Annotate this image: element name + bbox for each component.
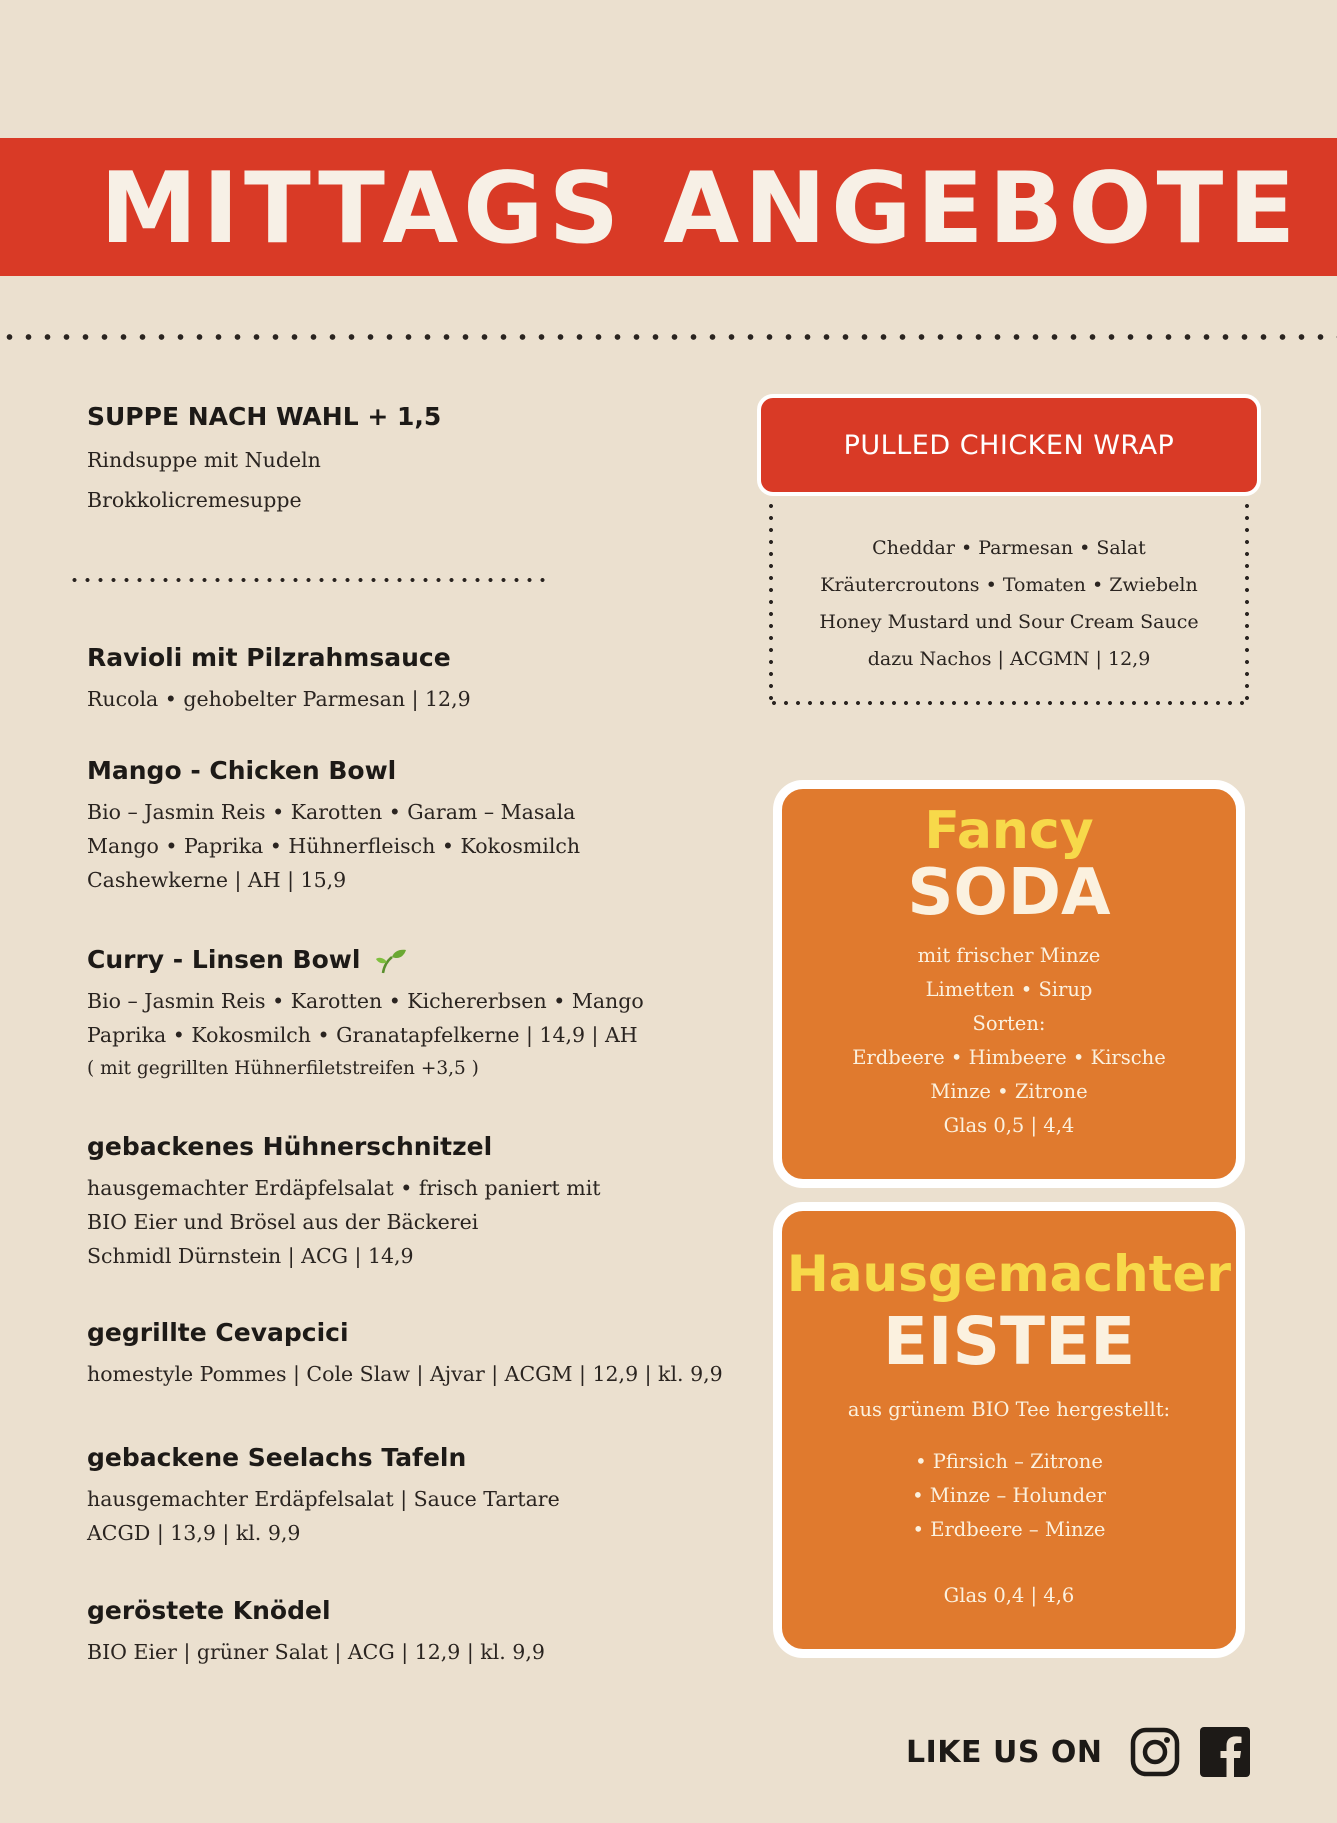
wrap-description bbox=[768, 530, 1250, 678]
soda-script-title: Fancy bbox=[924, 801, 1094, 861]
eistee-flavor: • Pfirsich – Zitrone bbox=[915, 1450, 1103, 1473]
dish-huehnerschnitzel bbox=[87, 1132, 767, 1273]
dish-title: gebackene Seelachs Tafeln bbox=[87, 1443, 467, 1472]
dish-mango-chicken-bowl bbox=[87, 756, 767, 897]
dish-line: Cashewkerne | AH | 15,9 bbox=[87, 868, 347, 892]
eistee-script-title: Hausgemachter bbox=[786, 1245, 1232, 1303]
eistee-title: EISTEE bbox=[882, 1303, 1136, 1380]
wrap-title: PULLED CHICKEN WRAP bbox=[843, 429, 1175, 461]
soda-line: mit frischer Minze bbox=[917, 944, 1101, 967]
wrap-line: Honey Mustard und Sour Cream Sauce bbox=[819, 611, 1199, 633]
dish-line: hausgemachter Erdäpfelsalat • frisch paniert mit bbox=[87, 1176, 601, 1200]
dotted-divider-top bbox=[0, 332, 1337, 342]
dish-line: Bio – Jasmin Reis • Karotten • Kichererbsen • Mango bbox=[87, 989, 644, 1013]
wrap-card-body bbox=[768, 500, 1250, 706]
sprout-icon bbox=[375, 948, 407, 974]
dotted-divider-soup bbox=[68, 576, 550, 584]
dish-curry-linsen-bowl bbox=[87, 945, 767, 1086]
eistee-flavor: • Erdbeere – Minze bbox=[912, 1518, 1106, 1541]
dish-line: Mango • Paprika • Hühnerfleisch • Kokosmilch bbox=[87, 834, 581, 858]
dish-title: gegrillte Cevapcici bbox=[87, 1318, 349, 1347]
soda-line: Limetten • Sirup bbox=[925, 978, 1093, 1001]
page-title: MITTAGS ANGEBOTE bbox=[100, 152, 1301, 266]
wrap-line: Cheddar • Parmesan • Salat bbox=[872, 537, 1146, 559]
instagram-icon[interactable] bbox=[1130, 1727, 1180, 1777]
soda-line: Erdbeere • Himbeere • Kirsche bbox=[852, 1046, 1166, 1069]
dish-cevapcici bbox=[87, 1318, 767, 1391]
dish-line: ACGD | 13,9 | kl. 9,9 bbox=[87, 1521, 301, 1545]
soda-line: Sorten: bbox=[972, 1012, 1046, 1035]
soda-title: SODA bbox=[907, 856, 1111, 930]
dish-line: ( mit gegrillten Hühnerfiletstreifen +3,5 ) bbox=[87, 1058, 479, 1079]
dish-line: hausgemachter Erdäpfelsalat | Sauce Tartare bbox=[87, 1487, 560, 1511]
soda-card bbox=[773, 780, 1245, 1188]
dish-line: homestyle Pommes | Cole Slaw | Ajvar | ACGM | 12,9 | kl. 9,9 bbox=[87, 1362, 723, 1386]
dish-ravioli bbox=[87, 643, 767, 716]
eistee-flavor: • Minze – Holunder bbox=[912, 1484, 1106, 1507]
dish-title bbox=[87, 945, 767, 974]
wrap-line: Kräutercroutons • Tomaten • Zwiebeln bbox=[820, 574, 1198, 596]
soup-item: Rindsuppe mit Nudeln bbox=[87, 448, 321, 472]
dish-title: gebackenes Hühnerschnitzel bbox=[87, 1132, 493, 1161]
dish-title: geröstete Knödel bbox=[87, 1596, 331, 1625]
dish-line: Paprika • Kokosmilch • Granatapfelkerne | 14,9 | AH bbox=[87, 1023, 638, 1047]
dish-title: Ravioli mit Pilzrahmsauce bbox=[87, 643, 451, 672]
header-banner bbox=[0, 138, 1337, 276]
dish-seelachs bbox=[87, 1443, 767, 1550]
like-us-label: LIKE US ON bbox=[906, 1734, 1103, 1770]
dish-line: Rucola • gehobelter Parmesan | 12,9 bbox=[87, 687, 471, 711]
dish-title: Mango - Chicken Bowl bbox=[87, 756, 397, 785]
wrap-card-header bbox=[757, 394, 1261, 496]
soda-details bbox=[782, 939, 1236, 1143]
soup-price: + 1,5 bbox=[367, 402, 442, 431]
dish-knoedel bbox=[87, 1596, 767, 1669]
dish-line: Bio – Jasmin Reis • Karotten • Garam – Masala bbox=[87, 800, 576, 824]
soda-line: Minze • Zitrone bbox=[930, 1080, 1088, 1103]
dish-line: BIO Eier | grüner Salat | ACG | 12,9 | kl. 9,9 bbox=[87, 1640, 545, 1664]
soup-section bbox=[87, 402, 767, 517]
eistee-card bbox=[773, 1202, 1245, 1658]
soup-title-text: SUPPE NACH WAHL bbox=[87, 402, 359, 431]
dish-title-text: Curry - Linsen Bowl bbox=[87, 945, 361, 974]
soda-price: Glas 0,5 | 4,4 bbox=[943, 1114, 1075, 1137]
wrap-line: dazu Nachos | ACGMN | 12,9 bbox=[867, 648, 1151, 670]
soup-item: Brokkolicremesuppe bbox=[87, 488, 302, 512]
dish-line: BIO Eier und Brösel aus der Bäckerei bbox=[87, 1210, 479, 1234]
eistee-flavors bbox=[782, 1445, 1236, 1547]
dish-line: Schmidl Dürnstein | ACG | 14,9 bbox=[87, 1244, 414, 1268]
social-footer bbox=[906, 1724, 1250, 1780]
dotted-border bbox=[768, 700, 1250, 706]
soup-title bbox=[87, 402, 767, 431]
facebook-icon[interactable] bbox=[1200, 1727, 1250, 1777]
eistee-intro: aus grünem BIO Tee hergestellt: bbox=[847, 1398, 1171, 1421]
eistee-price: Glas 0,4 | 4,6 bbox=[943, 1584, 1075, 1607]
